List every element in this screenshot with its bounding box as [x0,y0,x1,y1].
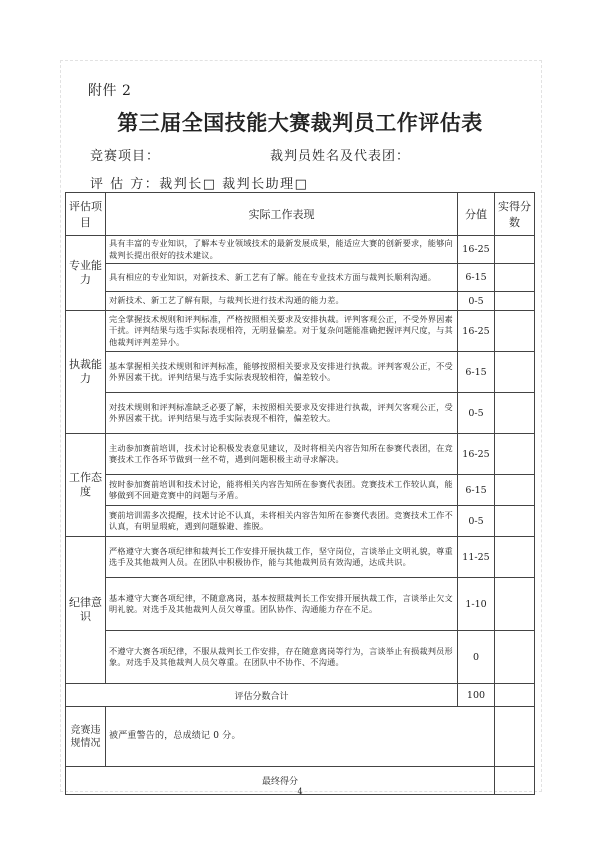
table-row [66,352,535,393]
actual-score-cell[interactable] [495,631,535,684]
row-score: 0 [458,631,495,684]
row-description: 具有相应的专业知识，对新技术、新工艺有了解。能在专业技术方面与裁判长顺利沟通。 [106,264,458,292]
row-description: 对新技术、新工艺了解有限，与裁判长进行技术沟通的能力差。 [106,292,458,311]
row-description: 完全掌握技术规则和评判标准，严格按照相关要求及安排执裁。评判客观公正，不受外界因素干扰。评判结果与选手实际表现相符，无明显偏差。对于复杂问题能准确把握评判尺度，与其他裁判评判差异小。 [106,311,458,352]
actual-score-cell[interactable] [495,292,535,311]
actual-score-cell[interactable] [495,434,535,475]
violation-text: 被严重警告的，总成绩记 0 分。 [106,707,495,767]
total-label: 评估分数合计 [66,684,458,707]
actual-score-cell[interactable] [495,236,535,264]
actual-score-cell[interactable] [495,506,535,537]
header-score: 分值 [458,193,495,236]
row-score: 16-25 [458,434,495,475]
row-score: 1-10 [458,578,495,631]
row-score: 0-5 [458,506,495,537]
category-professional: 专业能力 [66,236,106,311]
page-number: 4 [297,787,303,796]
evaluator-line: 评 估 方：裁判长□ 裁判长助理□ [90,177,309,192]
row-score: 6-15 [458,352,495,393]
row-score: 11-25 [458,537,495,578]
table-row [66,506,535,537]
total-actual-cell[interactable] [495,684,535,707]
actual-score-cell[interactable] [495,352,535,393]
row-description: 主动参加赛前培训，技术讨论积极发表意见建议，及时将相关内容告知所在参赛代表团，在竞赛技术工作各环节做到一丝不苟，遇到问题积极主动寻求解决。 [106,434,458,475]
row-description: 基本掌握相关技术规则和评判标准，能够按照相关要求及安排进行执裁。评判客观公正，不受外界因素干扰。评判结果与选手实际表现较相符，偏差较小。 [106,352,458,393]
actual-score-cell[interactable] [495,537,535,578]
table-row [66,311,535,352]
table-header-row [66,193,535,236]
row-score: 6-15 [458,264,495,292]
total-value: 100 [458,684,495,707]
table-row [66,236,535,264]
table-row [66,537,535,578]
violation-category: 竞赛违规情况 [66,707,106,767]
category-discipline: 纪律意识 [66,537,106,684]
violation-actual-cell[interactable] [495,707,535,767]
table-row [66,264,535,292]
table-row [66,578,535,631]
table-row [66,292,535,311]
row-description: 不遵守大赛各项纪律，不服从裁判长工作安排，存在随意离岗等行为，言谈举止有损裁判员形象。对选手及其他裁判人员欠尊重。在团队中不协作、不沟通。 [106,631,458,684]
final-label: 最终得分 [66,767,495,795]
row-score: 0-5 [458,292,495,311]
table-row [66,631,535,684]
actual-score-cell[interactable] [495,578,535,631]
table-row [66,475,535,506]
event-label: 竞赛项目： [90,149,161,164]
actual-score-cell[interactable] [495,264,535,292]
actual-score-cell[interactable] [495,475,535,506]
row-score: 16-25 [458,236,495,264]
row-description: 具有丰富的专业知识，了解本专业领域技术的最新发展成果，能适应大赛的创新要求，能够向裁判长提出很好的技术建议。 [106,236,458,264]
actual-score-cell[interactable] [495,311,535,352]
event-line [90,145,411,164]
row-description: 严格遵守大赛各项纪律和裁判长工作安排开展执裁工作，坚守岗位，言谈举止文明礼貌，尊重选手及其他裁判人员。在团队中积极协作，能与其他裁判员有效沟通，达成共识。 [106,537,458,578]
actual-score-cell[interactable] [495,393,535,434]
header-performance: 实际工作表现 [106,193,458,236]
category-judging: 执裁能力 [66,311,106,434]
row-description: 对技术规则和评判标准缺乏必要了解，未按照相关要求及安排进行执裁，评判欠客观公正，受外界因素干扰。评判结果与选手实际表现不相符，偏差较大。 [106,393,458,434]
evaluation-table [65,192,535,795]
violation-row [66,707,535,767]
table-row [66,393,535,434]
row-score: 16-25 [458,311,495,352]
table-row [66,434,535,475]
row-description: 赛前培训需多次提醒，技术讨论不认真，未将相关内容告知所在参赛代表团。竞赛技术工作不认真，有明显瑕疵，遇到问题躲避、推脱。 [106,506,458,537]
row-description: 按时参加赛前培训和技术讨论，能将相关内容告知所在参赛代表团。竞赛技术工作较认真，能够做到不回避竞赛中的问题与矛盾。 [106,475,458,506]
row-description: 基本遵守大赛各项纪律，不随意离岗，基本按照裁判长工作安排开展执裁工作，言谈举止欠文明礼貌。对选手及其他裁判人员欠尊重。团队协作、沟通能力存在不足。 [106,578,458,631]
total-row [66,684,535,707]
row-score: 0-5 [458,393,495,434]
judge-label: 裁判员姓名及代表团： [270,149,411,164]
header-category: 评估项目 [66,193,106,236]
attachment-label: 附件 2 [88,83,132,99]
header-actual: 实得分数 [495,193,535,236]
category-attitude: 工作态度 [66,434,106,537]
row-score: 6-15 [458,475,495,506]
page-title: 第三届全国技能大赛裁判员工作评估表 [117,110,483,135]
